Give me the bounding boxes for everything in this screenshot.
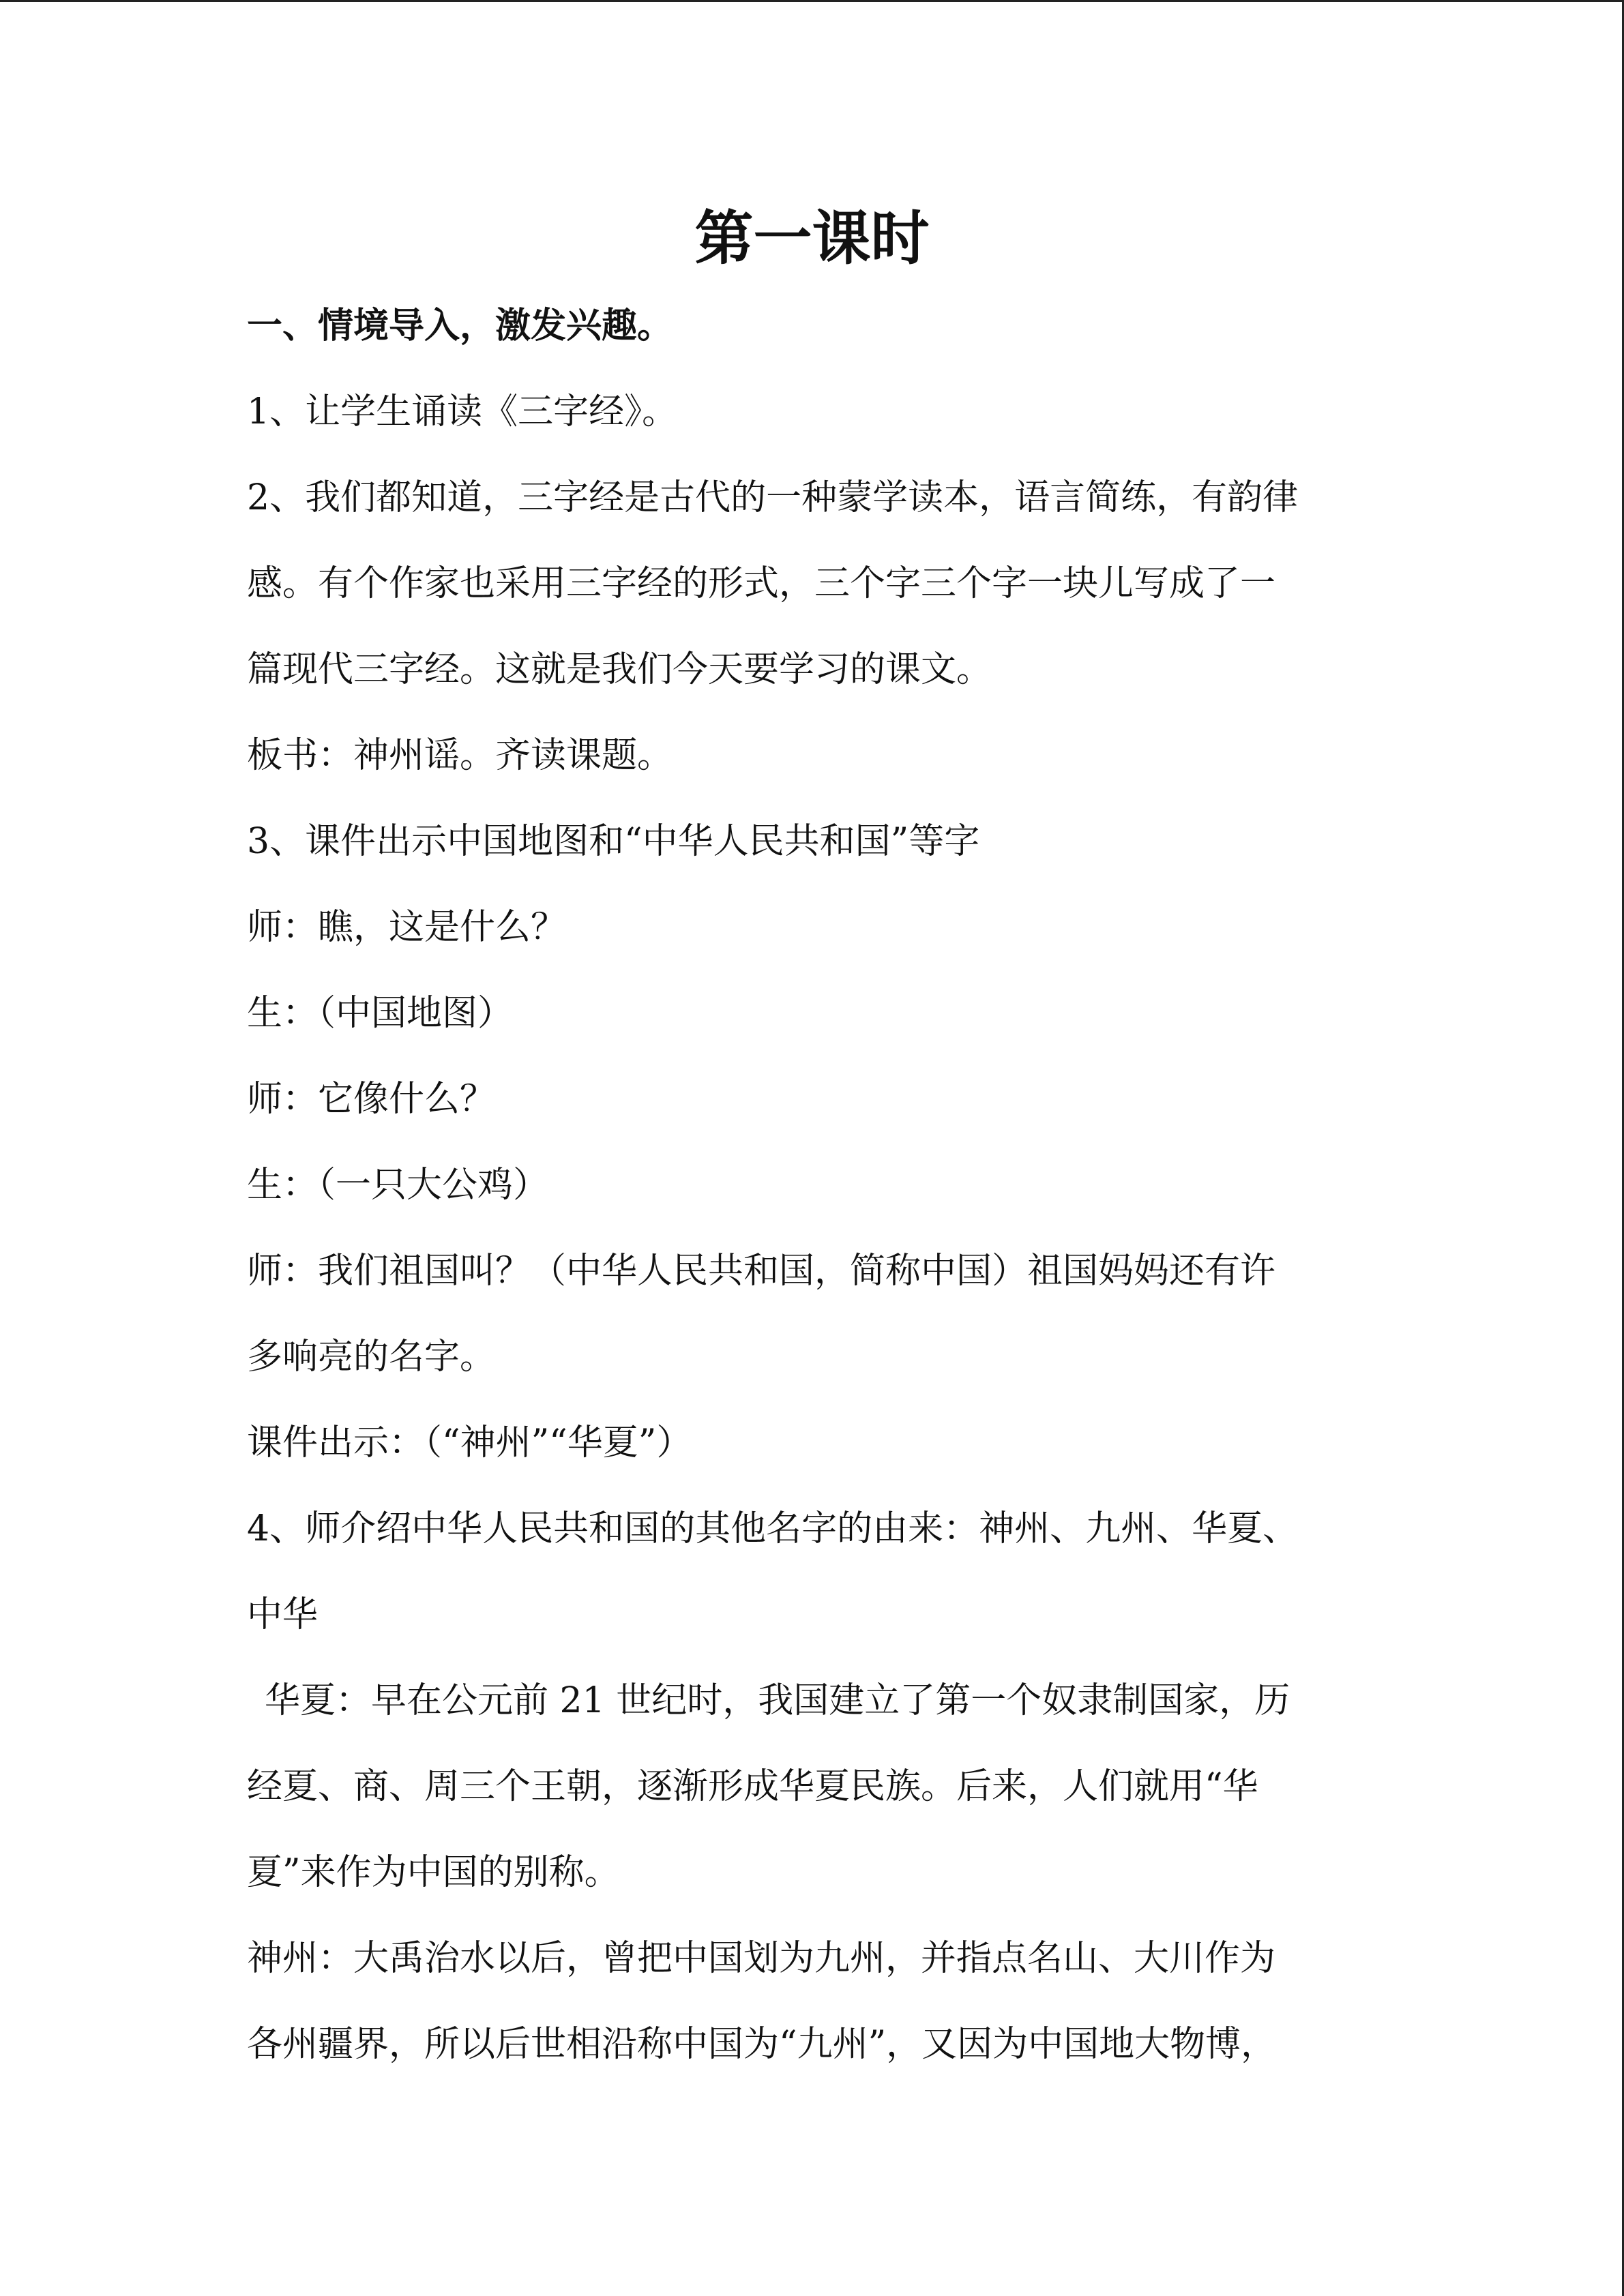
paragraph-line: 中华 <box>247 1594 319 1635</box>
dialogue-line: 师：我们祖国叫？（中华人民共和国，简称中国）祖国妈妈还有许 <box>247 1251 1276 1292</box>
paragraph-line: 神州：大禹治水以后，曾把中国划为九州，并指点名山、大川作为 <box>247 1938 1276 1979</box>
paragraph-line: 篇现代三字经。这就是我们今天要学习的课文。 <box>247 649 992 690</box>
paragraph-line: 课件出示：（“神州”“华夏”） <box>247 1422 692 1463</box>
paragraph-line: 感。有个作家也采用三字经的形式，三个字三个字一块儿写成了一 <box>247 563 1276 604</box>
paragraph-line: 板书：神州谣。齐读课题。 <box>247 735 673 776</box>
document-body <box>247 283 1379 2087</box>
paragraph-line: 夏”来作为中国的别称。 <box>247 1852 620 1893</box>
page-title: 第一课时 <box>694 205 930 273</box>
page-top-border <box>0 0 1624 2</box>
paragraph-line: 各州疆界，所以后世相沿称中国为“九州”，又因为中国地大物博， <box>247 2024 1277 2065</box>
paragraph-line: 华夏：早在公元前 21 世纪时，我国建立了第一个奴隶制国家，历 <box>265 1680 1290 1721</box>
paragraph-line: 经夏、商、周三个王朝，逐渐形成华夏民族。后来，人们就用“华 <box>247 1766 1258 1807</box>
dialogue-line: 生：（一只大公鸡） <box>247 1165 549 1206</box>
section-heading: 一、情境导入，激发兴趣。 <box>247 305 673 346</box>
paragraph-line: 2、我们都知道，三字经是古代的一种蒙学读本，语言简练，有韵律 <box>247 477 1299 518</box>
dialogue-line: 生：（中国地图） <box>247 993 514 1034</box>
paragraph-line: 4、师介绍中华人民共和国的其他名字的由来：神州、九州、华夏、 <box>247 1508 1299 1549</box>
dialogue-line: 师：它像什么？ <box>247 1079 496 1120</box>
paragraph-line: 1、让学生诵读《三字经》。 <box>247 391 678 432</box>
paragraph-line: 3、课件出示中国地图和“中华人民共和国”等字 <box>247 821 980 862</box>
dialogue-line: 多响亮的名字。 <box>247 1337 496 1377</box>
dialogue-line: 师：瞧，这是什么？ <box>247 907 567 948</box>
